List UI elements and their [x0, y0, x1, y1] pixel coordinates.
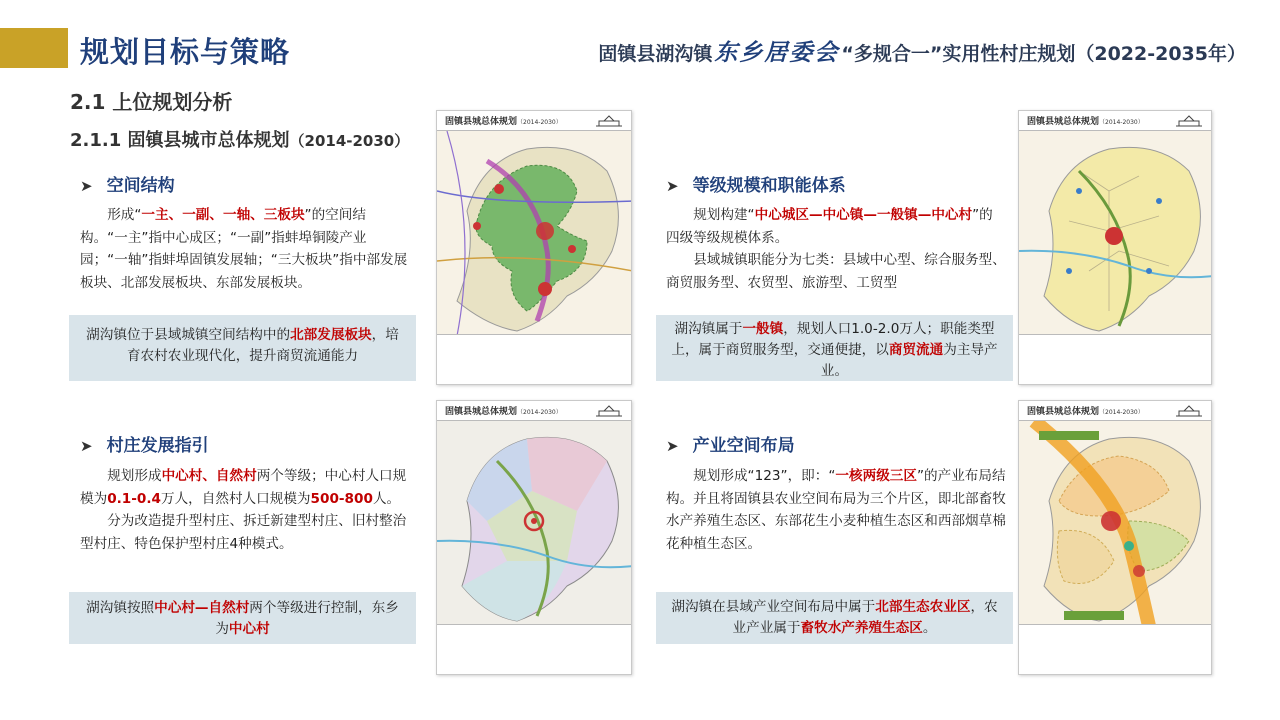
industry-layout-text — [666, 465, 1006, 555]
arrow-bullet-icon: ➤ — [666, 437, 679, 455]
map-years: （2014-2030） — [517, 409, 562, 416]
text-span: 万人，自然村人口规模为 — [161, 490, 311, 507]
map-body — [437, 131, 632, 336]
spatial-structure-title — [80, 171, 175, 196]
map-legend — [1019, 624, 1211, 674]
village-guidance-map — [436, 400, 632, 675]
subsection-heading — [70, 126, 409, 152]
landmark-logo-icon — [1175, 114, 1203, 127]
highlight-text: 商贸流通 — [888, 342, 944, 358]
highlight-text: 中心城区—中心镇—一般镇—中心村 — [754, 207, 973, 223]
map-body — [1019, 131, 1212, 336]
text-span: 湖沟镇位于县域城镇空间结构中的 — [86, 327, 291, 343]
map-title — [1027, 114, 1144, 127]
project-brand: 东乡居委会 — [714, 39, 840, 66]
map-legend — [437, 624, 631, 674]
header-accent-bar — [0, 28, 68, 68]
village-guidance-label: 村庄发展指引 — [106, 436, 209, 456]
text-span: 湖沟镇属于 — [674, 321, 743, 337]
highlight-text: 一般镇 — [742, 321, 784, 337]
map-header — [1019, 401, 1211, 421]
grade-system-title — [666, 171, 846, 196]
text-span: ，规划人口1.0-2.0万人；职能类型上，属于商贸服务型，交通便捷，以 — [671, 321, 995, 358]
highlight-text: 一核两级三区 — [835, 468, 917, 484]
grade-functions-text: 县域城镇职能分为七类：县域中心型、综合服务型、商贸服务型、农贸型、旅游型、工贸型 — [666, 252, 1006, 291]
map-title-text: 固镇县城总体规划 — [445, 407, 518, 417]
map-header — [1019, 111, 1211, 131]
village-modes-text: 分为改造提升型村庄、拆迁新建型村庄、旧村整治型村庄、特色保护型村庄4种模式。 — [80, 513, 407, 552]
map-header — [437, 111, 631, 131]
text-span: 为主导产业。 — [820, 342, 998, 379]
arrow-bullet-icon: ➤ — [80, 437, 93, 455]
text-span: 湖沟镇按照 — [86, 600, 155, 616]
highlight-text: 0.1-0.4 — [107, 490, 161, 507]
spatial-structure-text — [80, 204, 410, 294]
industry-layout-map — [1018, 400, 1212, 675]
text-span: ，培育农村农业现代化，提升商贸流通能力 — [126, 327, 399, 364]
highlight-text: 北部发展板块 — [290, 327, 372, 343]
map-title-text: 固镇县城总体规划 — [1027, 117, 1100, 127]
highlight-text: 一主、一副、一轴、三板块 — [141, 207, 305, 223]
highlight-text: 中心村 — [228, 621, 270, 637]
spatial-structure-map — [436, 110, 632, 385]
map-header — [437, 401, 631, 421]
landmark-logo-icon — [595, 114, 623, 127]
text-span: 湖沟镇在县域产业空间布局中属于 — [671, 599, 876, 615]
project-prefix: 固镇县湖沟镇 — [598, 43, 713, 65]
map-body — [437, 421, 632, 626]
map-years: （2014-2030） — [1099, 409, 1144, 416]
grade-system-note — [656, 315, 1013, 381]
arrow-bullet-icon: ➤ — [666, 177, 679, 195]
text-span: 规划构建“ — [693, 207, 755, 223]
spatial-structure-note — [69, 315, 416, 381]
section-heading: 2.1 上位规划分析 — [70, 90, 233, 114]
map-title-text: 固镇县城总体规划 — [445, 117, 518, 127]
text-span: 人。 — [372, 490, 401, 507]
project-suffix: “多规合一”实用性村庄规划（2022-2035年） — [841, 43, 1246, 65]
grade-system-text — [666, 204, 1006, 294]
arrow-bullet-icon: ➤ — [80, 177, 93, 195]
spatial-structure-label: 空间结构 — [106, 176, 175, 196]
map-title-text: 固镇县城总体规划 — [1027, 407, 1100, 417]
page-title: 规划目标与策略 — [80, 35, 291, 69]
text-span: ”的空间结构。“一主”指中心成区；“一副”指蚌埠铜陵产业园；“一轴”指蚌埠固镇发展轴；“三大板块”指中部发展板块、北部发展板块、东部发展板块。 — [80, 207, 408, 291]
industry-layout-note — [656, 592, 1013, 644]
map-legend — [437, 334, 631, 384]
text-span: 两个等级；中心村人口规模为 — [80, 468, 407, 507]
text-span: 规划形成 — [107, 468, 162, 484]
landmark-logo-icon — [1175, 404, 1203, 417]
map-title — [1027, 404, 1144, 417]
highlight-text: 北部生态农业区 — [875, 599, 971, 615]
grade-system-map — [1018, 110, 1212, 385]
map-years: （2014-2030） — [517, 119, 562, 126]
grade-system-label: 等级规模和职能体系 — [692, 176, 846, 196]
map-title — [445, 114, 562, 127]
industry-layout-title — [666, 431, 795, 456]
text-span: 。 — [922, 620, 937, 636]
highlight-text: 500-800 — [310, 490, 373, 507]
project-title — [598, 34, 1246, 67]
subsection-years: （2014-2030） — [289, 132, 410, 150]
village-guidance-note — [69, 592, 416, 644]
map-title — [445, 404, 562, 417]
text-span: ”的四级等级规模体系。 — [666, 207, 993, 246]
landmark-logo-icon — [595, 404, 623, 417]
text-span: 规划形成“123”，即：“ — [693, 468, 836, 484]
map-years: （2014-2030） — [1099, 119, 1144, 126]
industry-layout-label: 产业空间布局 — [692, 436, 795, 456]
highlight-text: 畜牧水产养殖生态区 — [800, 620, 923, 636]
village-guidance-text — [80, 465, 410, 555]
map-legend — [1019, 334, 1211, 384]
text-span: ，农业产业属于 — [732, 599, 998, 636]
highlight-text: 中心村、自然村 — [161, 468, 257, 484]
highlight-text: 中心村—自然村 — [154, 600, 250, 616]
village-guidance-title — [80, 431, 209, 456]
text-span: 两个等级进行控制，东乡为 — [215, 600, 399, 637]
text-span: 形成“ — [107, 207, 142, 223]
subsection-title: 2.1.1 固镇县城市总体规划 — [70, 130, 290, 151]
text-span: ”的产业布局结构。并且将固镇县农业空间布局为三个片区，即北部畜牧水产养殖生态区、东部花生小麦种植生态区和西部烟草棉花种植生态区。 — [666, 468, 1006, 552]
map-body — [1019, 421, 1212, 626]
